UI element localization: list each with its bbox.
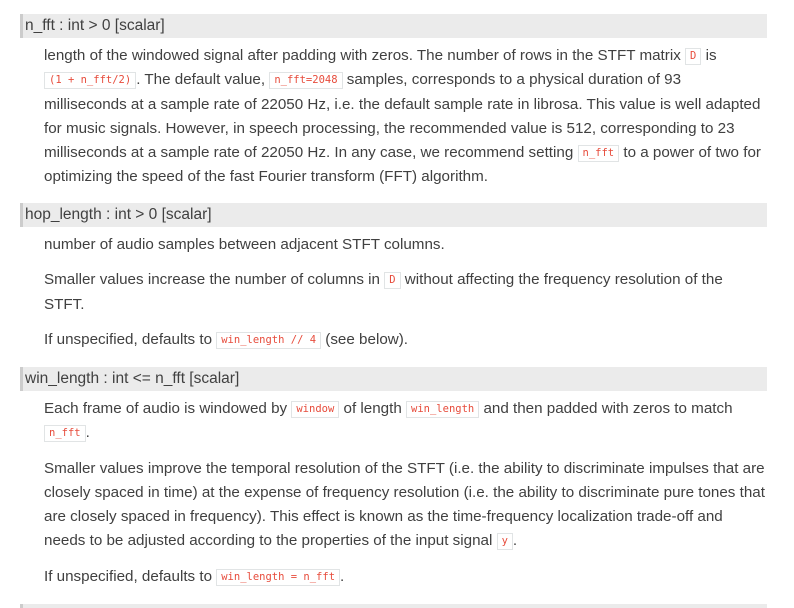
next-param-heading-edge bbox=[20, 604, 767, 608]
inline-code: n_fft=2048 bbox=[269, 72, 342, 89]
text-run: of length bbox=[339, 400, 407, 417]
text-run: If unspecified, defaults to bbox=[44, 330, 217, 348]
text-run: Each frame of audio is windowed by bbox=[44, 400, 292, 417]
text-run: . bbox=[85, 424, 90, 442]
text-run: and then padded with zeros to match bbox=[479, 400, 733, 417]
paragraph bbox=[44, 457, 767, 554]
param-description bbox=[44, 44, 767, 190]
inline-code: y bbox=[497, 533, 513, 550]
text-run: . The default value, bbox=[136, 71, 270, 89]
paragraph bbox=[44, 268, 767, 317]
text-run: Smaller values improve the temporal resolution of the STFT (i.e. the ability to discriminate impulses that are closely spaced in time) at the expense of frequency resolution (i.e. the ability to discriminate pure tones that are closely spaced in frequency). This effect is known as the time-frequency localization trade-off and needs to be adjusted according to the properties of the input signal bbox=[44, 459, 765, 550]
paragraph bbox=[44, 397, 767, 446]
text-run: If unspecified, defaults to bbox=[44, 567, 217, 585]
param-heading: hop_length : int > 0 [scalar] bbox=[20, 203, 767, 227]
paragraph bbox=[44, 328, 767, 352]
inline-code: win_length bbox=[406, 401, 479, 418]
param-heading: win_length : int <= n_fft [scalar] bbox=[20, 367, 767, 391]
text-run: Smaller values increase the number of columns in bbox=[44, 271, 385, 289]
text-run: without affecting the frequency resolution of the STFT. bbox=[44, 271, 723, 313]
text-run: samples, corresponds to a physical duration of 93 milliseconds at a sample rate of 22050 Hz, i.e. the default sample rate in librosa. This value is well adapted for music signals. However, in speech processing, the recommended value is 512, corresponding to 23 milliseconds at a sample rate of 22050 Hz. In any case, we recommend setting bbox=[44, 71, 761, 162]
param-win-length bbox=[20, 367, 767, 589]
param-hop-length bbox=[20, 203, 767, 352]
paragraph bbox=[44, 565, 767, 589]
inline-code: (1 + n_fft/2) bbox=[44, 72, 136, 89]
text-run: number of audio samples between adjacent STFT columns. bbox=[44, 236, 445, 253]
text-run: . bbox=[512, 532, 518, 550]
paragraph bbox=[44, 44, 767, 190]
inline-code: win_length // 4 bbox=[216, 332, 321, 349]
param-description bbox=[44, 397, 767, 589]
text-run: to a power of two for optimizing the speed of the fast Fourier transform (FFT) algorithm. bbox=[44, 144, 761, 186]
inline-code: win_length = n_fft bbox=[216, 569, 340, 586]
param-n-fft bbox=[20, 14, 767, 190]
inline-code: n_fft bbox=[578, 145, 620, 162]
inline-code: D bbox=[685, 48, 701, 65]
inline-code: window bbox=[291, 401, 339, 418]
text-run: (see below). bbox=[321, 330, 409, 348]
text-run: is bbox=[701, 47, 717, 64]
text-run: length of the windowed signal after padding with zeros. The number of rows in the STFT matrix bbox=[44, 47, 686, 64]
text-run: . bbox=[340, 567, 345, 585]
paragraph bbox=[44, 233, 767, 257]
inline-code: D bbox=[384, 272, 400, 289]
inline-code: n_fft bbox=[44, 425, 86, 442]
param-description bbox=[44, 233, 767, 352]
param-heading: n_fft : int > 0 [scalar] bbox=[20, 14, 767, 38]
